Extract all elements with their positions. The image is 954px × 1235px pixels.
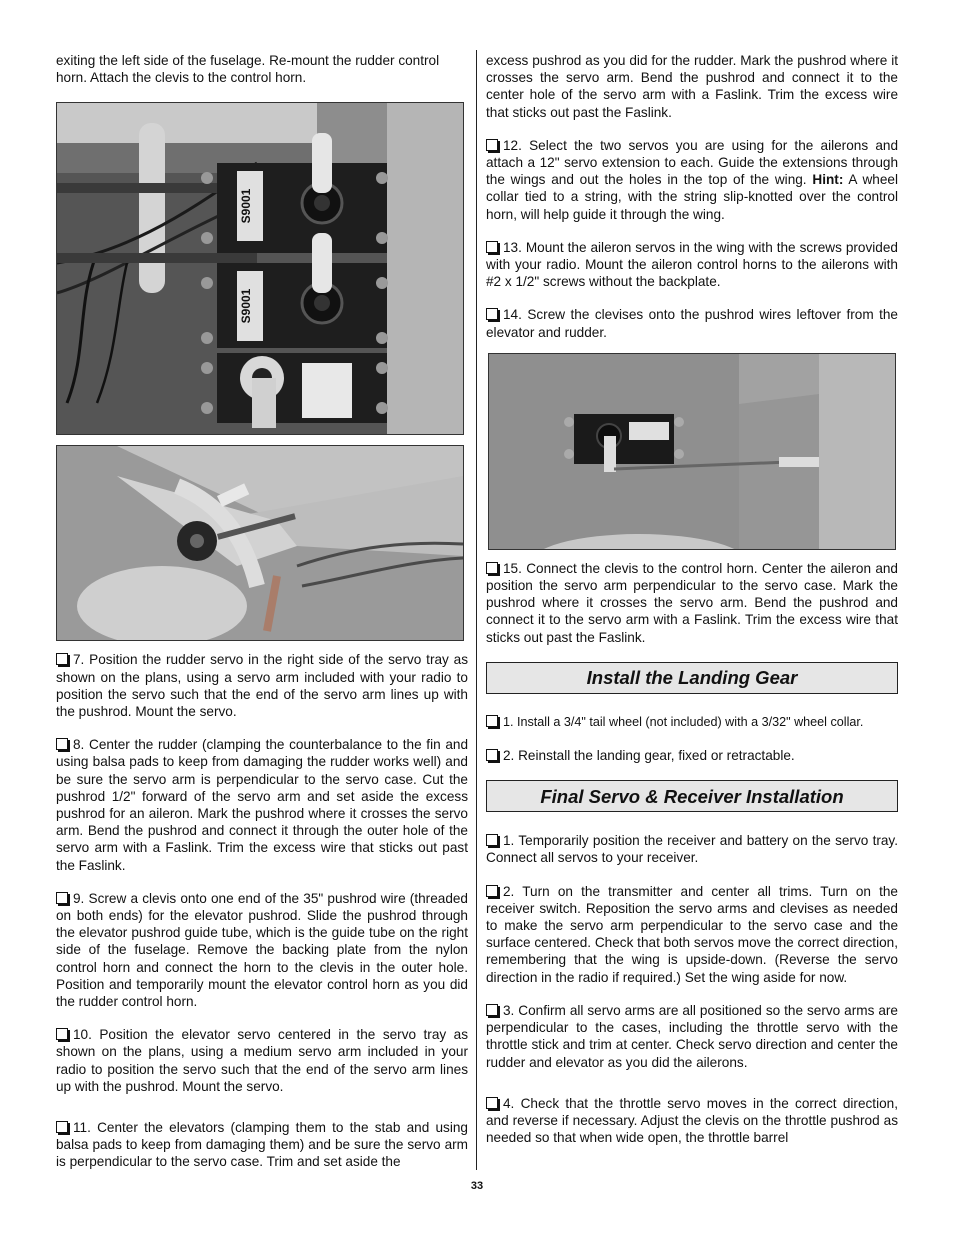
- hint-label: Hint:: [812, 172, 844, 188]
- checkbox-icon[interactable]: [486, 715, 498, 727]
- step-12-text: 12. Select the two servos you are using for the ailerons and attach a 12" servo extension to each. Guide the extensions through the wings and out the holes in the top of the wing.: [486, 137, 898, 188]
- landing-gear-section-header: [486, 662, 898, 694]
- checkbox-icon[interactable]: [486, 749, 498, 761]
- checkbox-icon[interactable]: [56, 892, 68, 904]
- landing-step-1-paragraph: [486, 714, 898, 731]
- step-11-paragraph: [56, 1119, 468, 1171]
- step-10-text: 10. Position the elevator servo centered in the servo tray as shown on the plans, using a medium servo arm included in your radio to position the servo such that the end of the servo arm lines up with the pushrod. Mount the servo.: [56, 1027, 468, 1094]
- step-10-paragraph: [56, 1026, 468, 1095]
- step-15-paragraph: [486, 560, 898, 646]
- step-8-paragraph: [56, 736, 468, 874]
- step-7-paragraph: [56, 651, 468, 720]
- landing-step-1-text: 1. Install a 3/4" tail wheel (not included) with a 3/32" wheel collar.: [503, 714, 864, 729]
- checkbox-icon[interactable]: [56, 738, 68, 750]
- step-14-paragraph: [486, 306, 898, 340]
- final-step-2-text: 2. Turn on the transmitter and center all trims. Turn on the receiver switch. Reposition the servo arms and clevises as needed to make the servo arm perpendicular to the servo case and the surface centered. Check that both servos move the correct direction, remembering that the wing is upside-down. (Reverse the servo direction in the radio if required.) Set the wing aside for now.: [486, 883, 898, 985]
- checkbox-icon[interactable]: [486, 834, 498, 846]
- page-number: 33: [470, 1180, 484, 1192]
- checkbox-icon[interactable]: [486, 1004, 498, 1016]
- final-step-1-text: 1. Temporarily position the receiver and battery on the servo tray. Connect all servos to your receiver.: [486, 833, 898, 866]
- servo-tray-photo: [56, 102, 464, 435]
- checkbox-icon[interactable]: [56, 1028, 68, 1040]
- servo-label-2: S9001: [239, 289, 253, 324]
- checkbox-icon[interactable]: [486, 1097, 498, 1109]
- step-12-paragraph: [486, 137, 898, 223]
- checkbox-icon[interactable]: [486, 308, 498, 320]
- left-intro-paragraph: exiting the left side of the fuselage. Re-mount the rudder control horn. Attach the clevis to the control horn.: [56, 53, 440, 86]
- servo-label-1: S9001: [239, 189, 253, 224]
- final-step-4-paragraph: [486, 1095, 898, 1147]
- final-step-4-text: 4. Check that the throttle servo moves in the correct direction, and reverse if necessary. Adjust the clevis on the throttle pushrod as needed so that when wide open, the throttle barrel: [486, 1095, 898, 1146]
- rudder-horn-photo: [56, 445, 464, 641]
- column-divider: [476, 50, 477, 1170]
- checkbox-icon[interactable]: [486, 139, 498, 151]
- checkbox-icon[interactable]: [486, 562, 498, 574]
- checkbox-icon[interactable]: [486, 885, 498, 897]
- final-step-3-paragraph: [486, 1002, 898, 1071]
- step-9-paragraph: [56, 890, 468, 1010]
- step-13-text: 13. Mount the aileron servos in the wing with the screws provided with your radio. Mount the aileron control horns to the ailerons with #2 x 1/2" screws without the backplate.: [486, 239, 898, 290]
- step-7-text: 7. Position the rudder servo in the right side of the servo tray as shown on the plans, using a servo arm included with your radio to position the servo such that the end of the servo arm lines up with the pushrod. Mount the servo.: [56, 652, 468, 720]
- landing-step-2-paragraph: [486, 747, 898, 764]
- step-15-text: 15. Connect the clevis to the control horn. Center the aileron and position the servo arm perpendicular to the servo case. Mark the pushrod where it crosses the servo arm. Bend the pushrod and connect it to the servo arm with a Faslink. Trim the excess wire that sticks out past the Faslink.: [486, 560, 898, 645]
- aileron-servo-photo: [488, 353, 896, 550]
- checkbox-icon[interactable]: [56, 1121, 68, 1133]
- final-servo-section-title: Final Servo & Receiver Installation: [540, 785, 844, 807]
- step-13-paragraph: [486, 239, 898, 291]
- checkbox-icon[interactable]: [486, 241, 498, 253]
- landing-step-2-text: 2. Reinstall the landing gear, fixed or retractable.: [503, 748, 795, 764]
- landing-gear-section-title: Install the Landing Gear: [586, 667, 798, 689]
- checkbox-icon[interactable]: [56, 653, 68, 665]
- right-column: [486, 52, 898, 1162]
- step-14-text: 14. Screw the clevises onto the pushrod wires leftover from the elevator and rudder.: [486, 307, 898, 340]
- final-step-3-text: 3. Confirm all servo arms are all positioned so the servo arms are perpendicular to the cases, including the throttle servo with the throttle stick and trim at center. Check servo direction and center the rudder and elevator as you did the ailerons.: [486, 1002, 898, 1070]
- final-servo-section-header: [486, 780, 898, 812]
- step-8-text: 8. Center the rudder (clamping the counterbalance to the fin and using balsa pads to keep from damaging the rudder works well) and be sure the servo arm is perpendicular to the servo case. Cut the pushrod 1/2" forward of the servo arm and set aside the excess pushrod for an aileron. Mark the pushrod where it crosses the servo arm. Bend the pushrod and connect it through the outer hole of the servo arm with a Faslink. Trim the excess wire that sticks out past the Faslink.: [56, 737, 468, 873]
- step-12-hint: A wheel collar tied to a string, with the string slip-knotted over the control horn, will help guide it through the wing.: [486, 172, 899, 222]
- step-11-text: 11. Center the elevators (clamping them to the stab and using balsa pads to keep from damaging them) and be sure the servo arm is perpendicular to the servo case. Trim and set aside the: [56, 1120, 468, 1170]
- final-step-2-paragraph: [486, 883, 898, 986]
- left-column: [56, 52, 468, 1187]
- final-step-1-paragraph: [486, 832, 898, 866]
- step-9-text: 9. Screw a clevis onto one end of the 35" pushrod wire (threaded on both ends) for the elevator pushrod. Slide the pushrod through the elevator pushrod guide tube, which is the guide tube on the right side of the fuselage. Remove the backing plate from the nylon control horn and connect the horn to the clevis in the outer hole. Position and temporarily mount the elevator control horn as you did the rudder control horn.: [56, 890, 468, 1010]
- right-intro-paragraph: excess pushrod as you did for the rudder. Mark the pushrod where it crosses the servo arm. Bend the pushrod and connect it to the center hole of the servo arm with a Faslink. Trim the excess wire that sticks out past the Faslink.: [486, 53, 898, 120]
